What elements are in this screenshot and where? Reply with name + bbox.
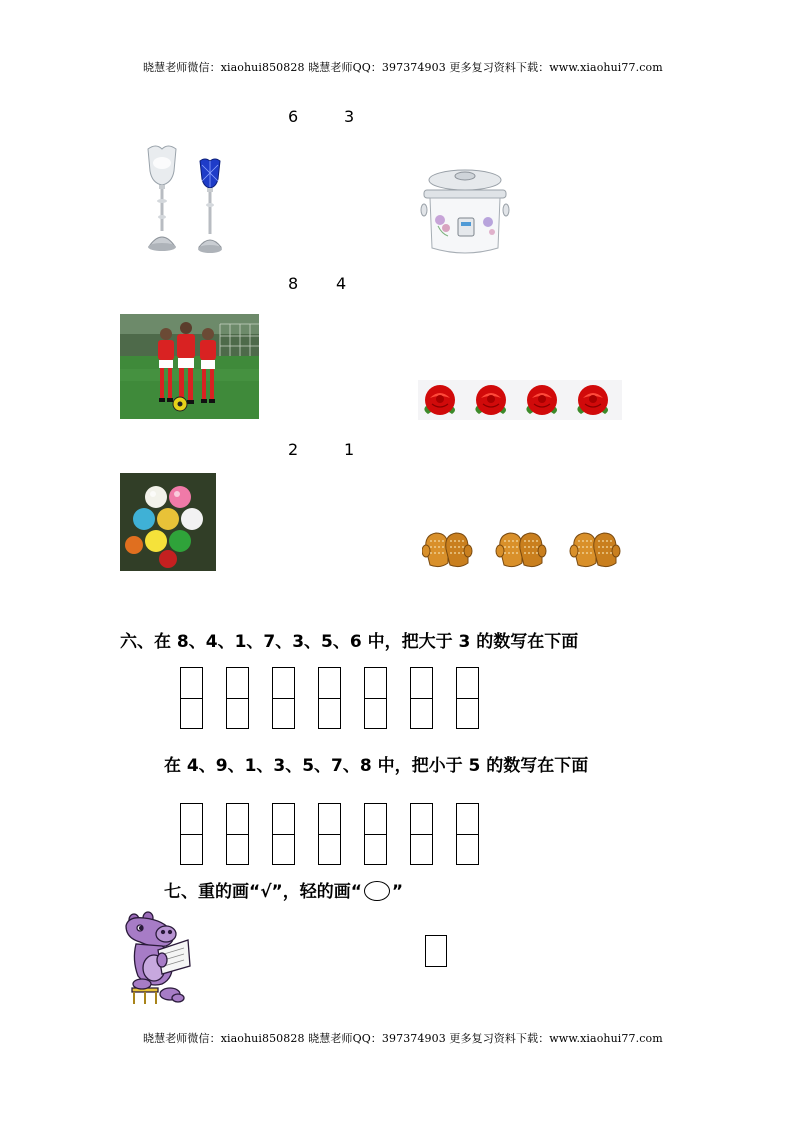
compare-right-number: 1 <box>344 440 355 459</box>
answer-box[interactable] <box>425 935 447 967</box>
frosted-candle-holder <box>148 146 176 251</box>
answer-box-row <box>180 803 479 865</box>
candle-holders-image <box>138 141 235 258</box>
answer-box[interactable] <box>180 803 203 865</box>
colored-balls-photo <box>120 473 216 571</box>
answer-box[interactable] <box>226 667 249 729</box>
mitten-pair <box>422 533 472 567</box>
mitten-pair <box>570 533 620 567</box>
answer-box[interactable] <box>318 803 341 865</box>
mittens-image <box>422 529 640 572</box>
rice-cooker-image <box>418 166 512 262</box>
section6-subtitle: 在 4、9、1、3、5、7、8 中，把小于 5 的数写在下面 <box>164 756 589 776</box>
answer-box[interactable] <box>364 803 387 865</box>
answer-box[interactable] <box>364 667 387 729</box>
circle-mark-icon <box>364 881 390 901</box>
blue-candle-holder <box>198 159 222 253</box>
section7-title <box>164 877 403 902</box>
section6-title: 六、在 8、4、1、7、3、5、6 中，把大于 3 的数写在下面 <box>120 632 579 652</box>
answer-box[interactable] <box>410 803 433 865</box>
page-footer: 晓慧老师微信：xiaohui850828 晓慧老师QQ：397374903 更多复习资料下载：www.xiaohui77.com <box>143 1032 663 1045</box>
page-header: 晓慧老师微信：xiaohui850828 晓慧老师QQ：397374903 更多复习资料下载：www.xiaohui77.com <box>143 61 663 74</box>
section7-title-suffix: ” <box>391 882 404 902</box>
compare-right-number: 4 <box>336 274 347 293</box>
answer-box[interactable] <box>456 667 479 729</box>
compare-left-number: 8 <box>288 274 299 293</box>
mitten-pair <box>496 533 546 567</box>
soccer-kids-photo <box>120 314 259 419</box>
answer-box[interactable] <box>456 803 479 865</box>
compare-left-number: 6 <box>288 107 299 126</box>
hippo-reading-image <box>118 910 192 1006</box>
answer-box[interactable] <box>318 667 341 729</box>
answer-box[interactable] <box>272 803 295 865</box>
answer-box[interactable] <box>410 667 433 729</box>
section7-title-middle: ”，轻的画“ <box>271 882 362 902</box>
compare-left-number: 2 <box>288 440 299 459</box>
compare-right-number: 3 <box>344 107 355 126</box>
answer-box-row <box>180 667 479 729</box>
red-roses-image <box>418 380 622 420</box>
answer-box[interactable] <box>226 803 249 865</box>
answer-box[interactable] <box>272 667 295 729</box>
answer-box[interactable] <box>180 667 203 729</box>
section7-title-prefix: 七、重的画“ <box>164 882 261 902</box>
check-mark: √ <box>260 882 272 902</box>
